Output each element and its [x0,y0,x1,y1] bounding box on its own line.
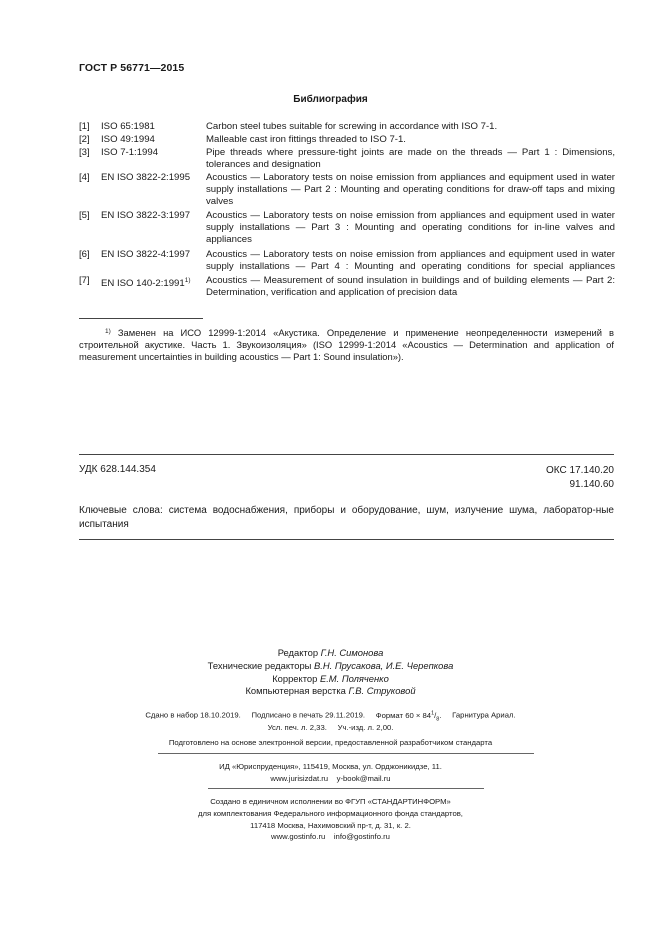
bibliography-item-code: EN ISO 3822-4:1997 [101,249,191,260]
credit-corrector [0,673,661,686]
imprint-signed: Подписано в печать 29.11.2019. [251,710,366,720]
bibliography-item-text: Acoustics — Laboratory tests on noise emission from appliances and equipment used in water supply installations — Part 4 : Mounting and operating conditions for special appliances [206,249,615,272]
imprint-typeface: Гарнитура Ариал. [452,710,516,720]
divider [79,539,614,540]
keywords [79,504,614,531]
credit-label: Корректор [272,672,318,684]
footnote-mark: 1) [105,328,111,335]
producer-line: для комплектования Федерального информационного фонда стандартов, [198,809,463,818]
publisher-contacts [0,774,661,783]
bibliography-item-code: ISO 7-1:1994 [101,147,159,158]
bibliography-item-code-text: EN ISO 140-2:1991 [101,278,185,290]
footnote [79,326,614,364]
footnote-separator [79,318,203,319]
producer-contacts [0,832,661,841]
bibliography-item-text: Acoustics — Laboratory tests on noise emission from appliances and equipment used in water supply installations — Part 2 : Mounting and operating conditions for draw-off taps and mixing valves [206,172,615,207]
credit-name: Е.М. Поляченко [319,672,389,684]
bibliography-item-text: Pipe threads where pressure-tight joints are made on the threads — Part 1 : Dimensions, tolerances and designation [206,147,615,170]
credit-name: Г.Н. Симонова [320,647,384,658]
bibliography-item [79,172,615,207]
publisher-email-link[interactable]: y-book@mail.ru [336,774,391,783]
bibliography-item-text: Malleable cast iron fittings threaded to ISO 7-1. [206,134,406,145]
publisher-address: ИД «Юриспруденция», 115419, Москва, ул. Орджоникидзе, 11. [219,762,442,771]
bibliography-item-number: [6] [79,249,90,260]
footnote-text: Заменен на ИСО 12999-1:2014 «Акустика. Определение и применение неопределенности измерений в строительной акустике. Часть 1. Звукоизоляция» (ISO 12999-1:2014 «Acoustics — Determination and application of measurement uncertainties in building acoustics — Part 1: Sound insulation»). [79,327,614,363]
bibliography-item-number: [7] [79,275,90,286]
imprint-format-num: 1 [431,710,435,716]
producer-email-link[interactable]: info@gostinfo.ru [333,832,390,841]
standard-header: ГОСТ Р 56771—2015 [79,62,185,74]
bibliography-item-text: Carbon steel tubes suitable for screwing in accordance with ISO 7-1. [206,121,498,132]
bibliography-item [79,275,615,299]
keywords-text: система водоснабжения, приборы и оборудование, шум, излучение шума, лаборатор-ные испытания [79,505,614,530]
bibliography-item-number: [5] [79,210,90,221]
bibliography-item-code: ISO 65:1981 [101,121,155,132]
credit-editor [0,647,661,660]
bibliography-item-code [101,275,191,290]
imprint-prepared: Подготовлено на основе электронной версии, предоставленной разработчиком стандарта [168,738,493,747]
bibliography-item [79,147,615,171]
imprint-format: Формат $60 \times 84^1/_8$. [375,710,442,723]
bibliography-item [79,121,615,133]
imprint-pub-sheets: Уч.-изд. л. 2,00. [337,723,394,732]
oks-code: ОКС 17.140.20 [546,465,614,476]
credit-name: Г.В. Струковой [348,685,416,697]
imprint-submitted: Сдано в набор 18.10.2019. [145,710,241,720]
credit-label: Технические редакторы [207,659,312,671]
imprint-line [0,710,661,722]
imprint-line [0,723,661,732]
bibliography-item-number: [3] [79,147,90,158]
bibliography-item [79,134,615,146]
bibliography-title: Библиография [293,94,368,105]
oks-code: 91.140.60 [569,478,614,490]
bibliography-item-number: [2] [79,134,90,145]
bibliography-item-code: ISO 49:1994 [101,134,155,145]
credit-tech-editors [0,660,661,673]
keywords-label: Ключевые слова: [79,505,163,516]
bibliography-item [79,210,615,245]
imprint-format-suffix: . [439,710,442,720]
publisher-site-link[interactable]: www.jurisizdat.ru [270,774,329,783]
credit-label: Редактор [277,647,319,658]
bibliography-item [79,249,615,273]
credits [0,647,661,698]
divider [158,753,534,754]
udk-code: УДК 628.144.354 [79,464,156,475]
bibliography-item-number: [4] [79,172,90,183]
producer-line: 117418 Москва, Нахимовский пр-т, д. 31, к. 2. [250,821,411,830]
producer-line: Создано в единичном исполнении во ФГУП «СТАНДАРТИНФОРМ» [210,797,451,806]
divider [79,454,614,455]
imprint-sheets: Усл. печ. л. 2,33. [267,723,327,732]
bibliography-item-number: [1] [79,121,90,132]
bibliography-item-code: EN ISO 3822-2:1995 [101,172,191,183]
bibliography-item-code: EN ISO 3822-3:1997 [101,210,191,221]
oks-codes [546,464,614,491]
credit-layout [0,685,661,698]
bibliography-item-text: Acoustics — Measurement of sound insulation in buildings and of building elements — Part 2: Determination, verification and application of precision data [206,275,615,298]
credit-name: В.Н. Прусакова, И.Е. Черепкова [314,659,454,671]
imprint-format-den: 8 [436,716,440,723]
credit-label: Компьютерная верстка [245,685,346,697]
producer-site-link[interactable]: www.gostinfo.ru [271,832,326,841]
footnote-reference: 1) [184,277,191,284]
imprint-format-prefix: Формат 60 × 84 [375,710,432,720]
bibliography-item-text: Acoustics — Laboratory tests on noise emission from appliances and equipment used in water supply installations — Part 3 : Mounting and operating conditions for in-line valves and appliances [206,210,615,245]
divider [208,788,484,789]
